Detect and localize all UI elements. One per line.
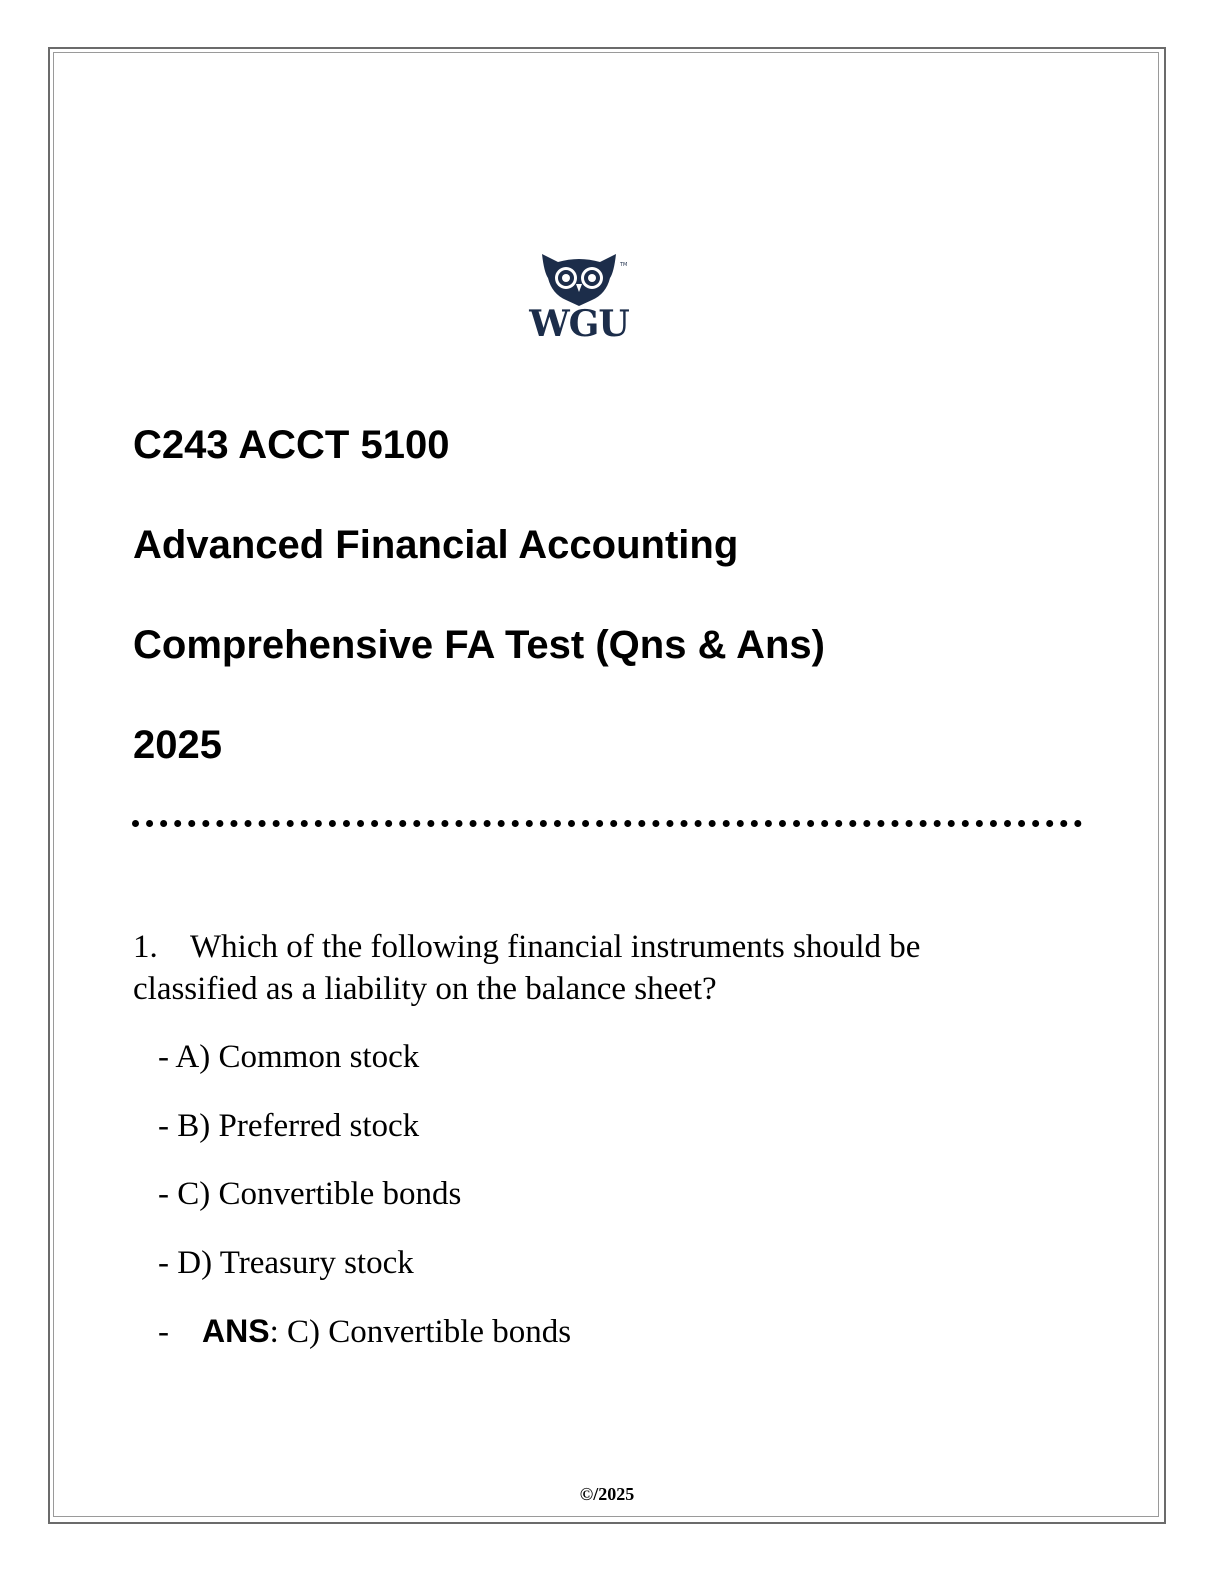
option-b: - B) Preferred stock — [158, 1108, 420, 1144]
test-title-heading: Comprehensive FA Test (Qns & Ans) — [133, 623, 825, 667]
year-heading: 2025 — [133, 723, 222, 767]
question-number: 1. — [133, 929, 158, 965]
option-d: - D) Treasury stock — [158, 1245, 414, 1281]
logo-wordmark: WGU — [529, 303, 629, 345]
answer-text: : C) Convertible bonds — [269, 1314, 572, 1350]
answer-dash: - — [158, 1314, 169, 1350]
course-title-heading: Advanced Financial Accounting — [133, 523, 739, 567]
owl-icon — [522, 248, 636, 306]
option-c: - C) Convertible bonds — [158, 1176, 462, 1212]
answer-line — [158, 1311, 571, 1352]
copyright-footer: ©/2025 — [579, 1484, 635, 1504]
answer-label: ANS — [202, 1313, 270, 1349]
course-code-heading: C243 ACCT 5100 — [133, 423, 450, 467]
svg-text:TM: TM — [620, 262, 628, 268]
option-a: - A) Common stock — [158, 1039, 420, 1075]
question-text: Which of the following financial instruments should be classified as a liability on the balance sheet? — [133, 929, 921, 1007]
wgu-logo — [522, 248, 636, 348]
question-1 — [133, 926, 1033, 1010]
dotted-divider — [132, 820, 1082, 827]
